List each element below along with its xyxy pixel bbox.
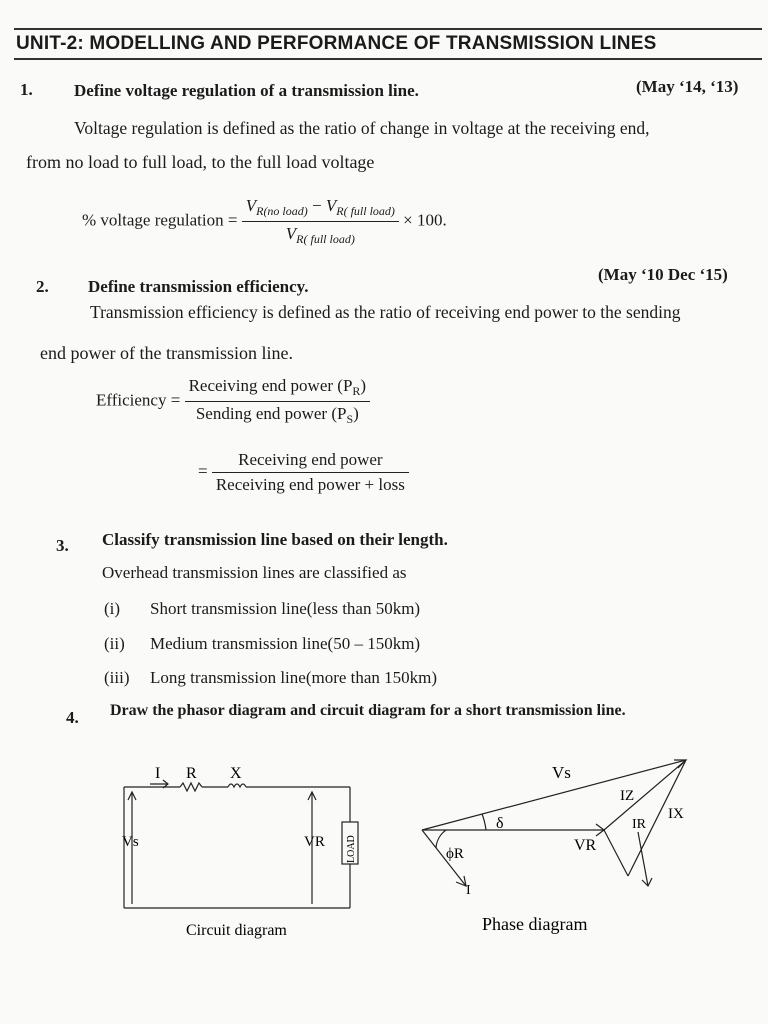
- q3-list-item: (ii) Medium transmission line(50 – 150km): [104, 634, 421, 653]
- q1-question: Define voltage regulation of a transmission line.: [74, 81, 419, 100]
- q2-number: 2.: [36, 277, 49, 296]
- efficiency-fraction: $\frac{Receiving end power (P_R)}{Sending end power (P_S)}$: [185, 376, 371, 427]
- q2-answer-line1: Transmission efficiency is defined as the ratio of receiving end power to the sending: [90, 302, 681, 322]
- unit-title: UNIT-2: MODELLING AND PERFORMANCE OF TRANSMISSION LINES: [16, 33, 657, 54]
- efficiency-fraction-2: $\frac{\text{Receiving end power}}{\text{Receiving end power + loss}}$: [212, 450, 409, 495]
- q3-list-item: (iii) Long transmission line(more than 150km): [104, 668, 438, 687]
- load-box-label: LOAD: [346, 835, 357, 863]
- voltage-regulation-formula: [82, 196, 447, 247]
- circuit-label-resistance: R: [186, 765, 197, 782]
- header-top-rule: [14, 28, 762, 30]
- phasor-label-vs: Vs: [552, 763, 571, 782]
- circuit-label-current: I: [155, 765, 161, 782]
- efficiency-formula-2: = $\frac{\text{Receiving end power}}{\text{Receiving end power + loss}}$: [198, 450, 409, 495]
- phasor-label-current: I: [466, 883, 471, 898]
- q2-question: Define transmission efficiency.: [88, 277, 309, 296]
- q3-list-item: (i) Short transmission line(less than 50km): [104, 599, 421, 618]
- circuit-label-sending-voltage: Vs: [122, 834, 139, 850]
- q3-number: 3.: [56, 536, 69, 555]
- phasor-diagram: [410, 752, 710, 948]
- q4-number: 4.: [66, 708, 79, 727]
- phasor-label-delta: δ: [496, 815, 504, 832]
- circuit-label-receiving-voltage: VR: [304, 834, 325, 850]
- circuit-diagram-caption: Circuit diagram: [186, 922, 287, 939]
- phasor-label-ir: IR: [632, 817, 646, 832]
- q3-intro: Overhead transmission lines are classified as: [102, 563, 407, 582]
- times-hundred: × 100.: [403, 210, 447, 230]
- circuit-diagram: [110, 756, 370, 946]
- q3-question: Classify transmission line based on their length.: [102, 530, 448, 549]
- phasor-label-vr: VR: [574, 837, 597, 854]
- voltage-regulation-label: % voltage regulation =: [82, 210, 238, 230]
- efficiency-label: Efficiency =: [96, 390, 181, 410]
- header-bottom-rule: [14, 58, 762, 60]
- q4-question: Draw the phasor diagram and circuit diagram for a short transmission line.: [110, 702, 626, 719]
- q2-answer-line2: end power of the transmission line.: [40, 343, 293, 363]
- phasor-label-ix: IX: [668, 806, 684, 822]
- phasor-label-iz: IZ: [620, 788, 635, 804]
- q2-exam-reference: (May ‘10 Dec ‘15): [598, 265, 728, 284]
- voltage-regulation-fraction: [242, 196, 399, 247]
- q1-answer-line1: Voltage regulation is defined as the ratio of change in voltage at the receiving end,: [74, 118, 650, 138]
- q1-exam-reference: (May ‘14, ‘13): [636, 77, 739, 96]
- circuit-label-reactance: X: [230, 765, 242, 782]
- q1-answer-line2: from no load to full load, to the full load voltage: [26, 152, 375, 172]
- q1-number: 1.: [20, 80, 33, 99]
- fraction-numerator: $V_{R(no load)} - V_{R( full load)}$: [242, 196, 399, 222]
- efficiency-formula: [96, 376, 370, 427]
- phasor-label-phi-r: ϕR: [446, 846, 464, 862]
- fraction-denominator: $V_{R( full load)}$: [285, 224, 355, 246]
- phasor-diagram-caption: Phase diagram: [482, 914, 588, 934]
